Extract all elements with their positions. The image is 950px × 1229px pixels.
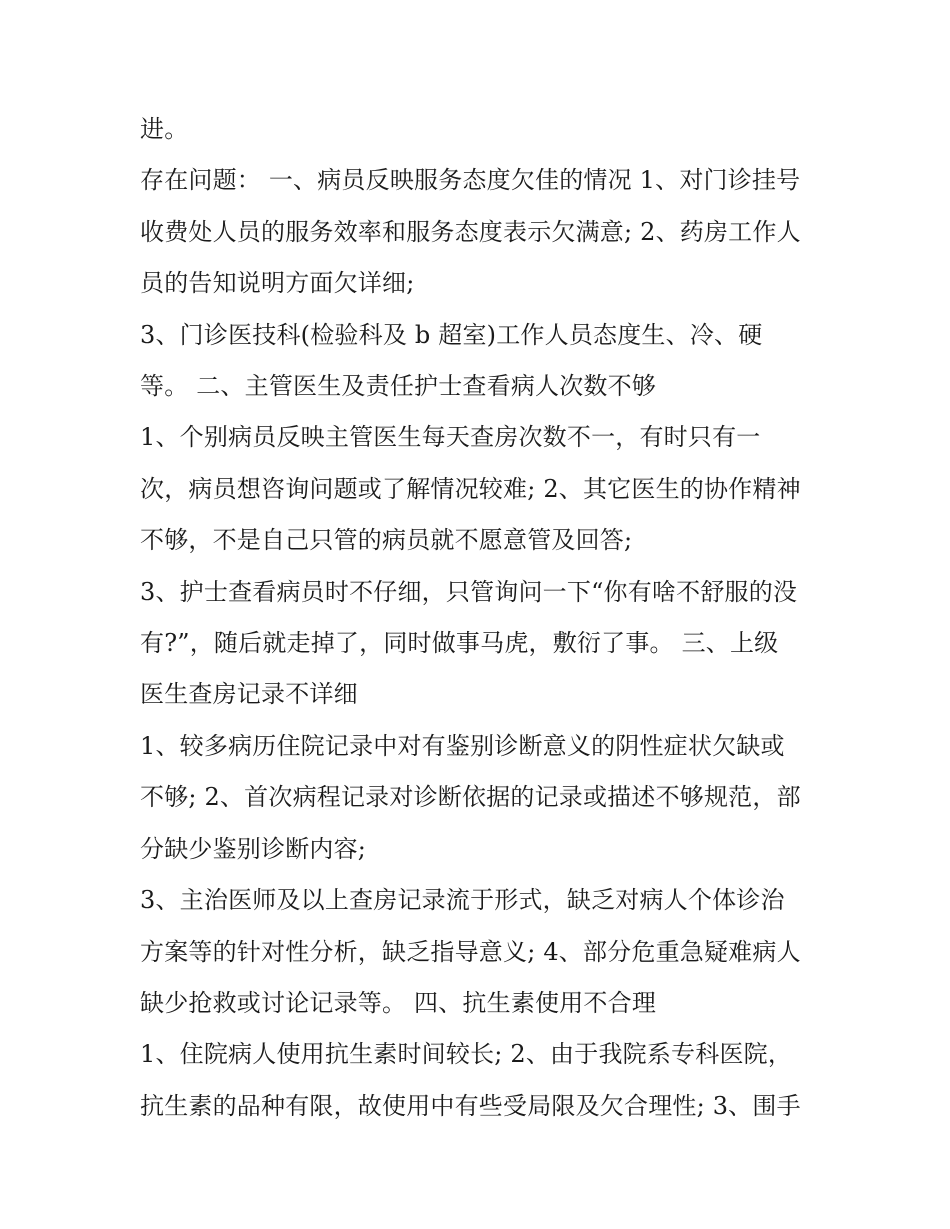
text-line: 收费处人员的服务效率和服务态度表示欠满意; 2、药房工作人 <box>140 217 801 246</box>
text-line: 1、住院病人使用抗生素时间较长; 2、由于我院系专科医院， <box>140 1040 793 1069</box>
document-body <box>140 104 820 1132</box>
text-line: 医生查房记录不详细 <box>140 680 358 709</box>
text-line: 不够; 2、首次病程记录对诊断依据的记录或描述不够规范，部 <box>140 783 801 812</box>
text-line: 进。 <box>140 115 189 143</box>
text-line: 3、门诊医技科(检验科及 b 超室)工作人员态度生、冷、硬 <box>140 320 763 349</box>
text-line: 等。 二、主管医生及责任护士查看病人次数不够 <box>140 372 657 401</box>
text-line: 存在问题： 一、病员反映服务态度欠佳的情况 1、对门诊挂号 <box>140 166 801 195</box>
text-line: 有?”，随后就走掉了，同时做事马虎，敷衍了事。 三、上级 <box>140 629 779 658</box>
text-line: 方案等的针对性分析，缺乏指导意义; 4、部分危重急疑难病人 <box>140 937 801 966</box>
text-line: 不够，不是自己只管的病员就不愿意管及回答; <box>140 526 633 555</box>
text-line: 1、个别病员反映主管医生每天查房次数不一，有时只有一 <box>140 423 761 452</box>
text-line: 缺少抢救或讨论记录等。 四、抗生素使用不合理 <box>140 988 657 1017</box>
text-line: 分缺少鉴别诊断内容; <box>140 834 367 863</box>
text-line: 员的告知说明方面欠详细; <box>140 269 415 298</box>
text-line: 3、护士查看病员时不仔细，只管询问一下“你有啥不舒服的没 <box>140 577 798 606</box>
text-line: 3、主治医师及以上查房记录流于形式，缺乏对病人个体诊治 <box>140 886 785 915</box>
text-line: 抗生素的品种有限，故使用中有些受局限及欠合理性; 3、围手 <box>140 1091 801 1120</box>
text-line: 1、较多病历住院记录中对有鉴别诊断意义的阴性症状欠缺或 <box>140 731 785 760</box>
text-line: 次，病员想咨询问题或了解情况较难; 2、其它医生的协作精神 <box>140 474 801 503</box>
